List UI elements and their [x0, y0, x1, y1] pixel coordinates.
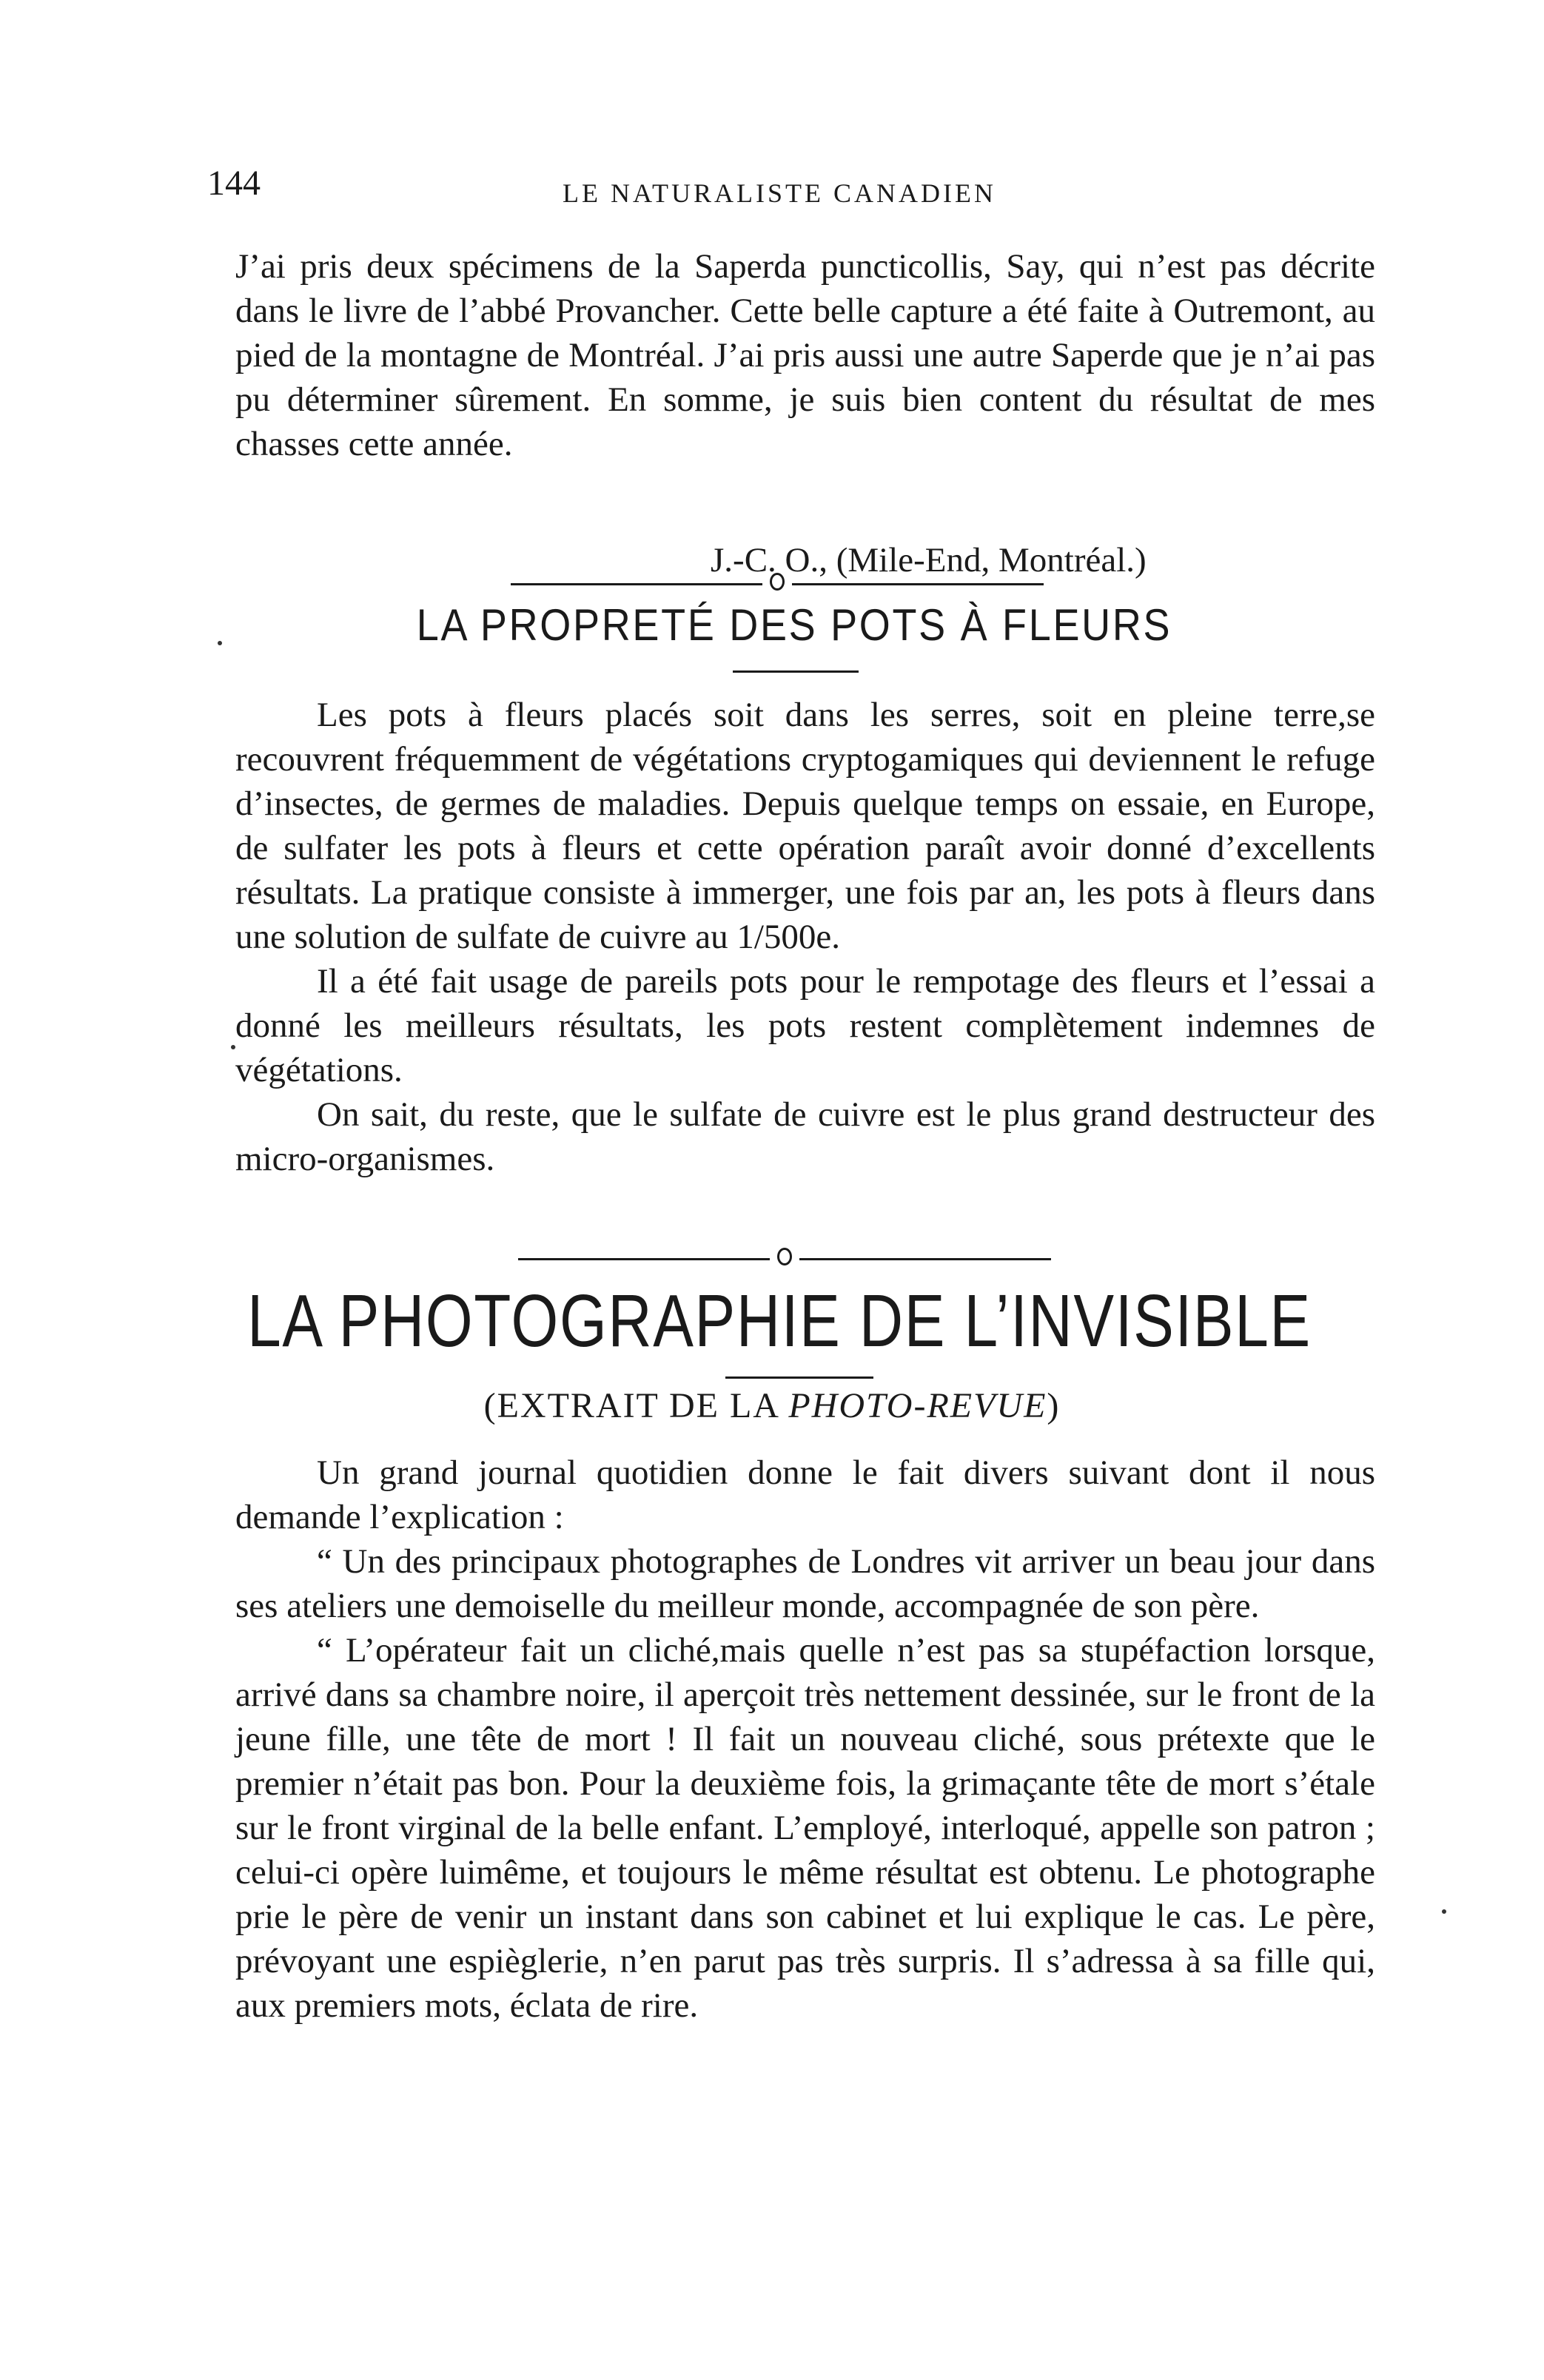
- paragraph: “ L’opérateur fait un cliché,mais quelle n’est pas sa stupéfaction lorsque, arrivé dans sa chambre noire, il aperçoit très nettement dessinée, sur le front de la jeune fille, une tête de mort ! Il fait un nouveau cliché, sous prétexte que le premier n’était pas bon. Pour la deuxième fois, la grimaçante tête de mort s’étale sur le front virginal de la belle enfant. L’employé, interloqué, appelle son patron ; celui-ci opère luimême, et toujours le même résultat est obtenu. Le photographe prie le père de venir un instant dans son cabinet et lui explique le cas. Le père, prévoyant une espièglerie, n’en parut pas très surpris. Il s’adressa à sa fille qui, aux premiers mots, éclata de rire.: [235, 1631, 1375, 2025]
- paragraph: Les pots à fleurs placés soit dans les serres, soit en pleine terre,se recouvrent fréquemment de végétations cryptogamiques qui deviennent le refuge d’insectes, de germes de maladies. Depuis quelque temps on essaie, en Europe, de sulfater les pots à fleurs et cette opération paraît avoir donné d’excellents résultats. La pratique consiste à immerger, une fois par an, les pots à fleurs dans une solution de sulfate de cuivre au 1/500e.: [235, 696, 1375, 956]
- separator-line: [792, 583, 1044, 585]
- separator-ornament: [777, 1248, 792, 1265]
- journal-title: LE NATURALISTE CANADIEN: [563, 178, 996, 208]
- paragraph: Un grand journal quotidien donne le fait divers suivant dont il nous demande l’explication :: [235, 1453, 1375, 1536]
- separator-ornament: [770, 573, 785, 591]
- section-flower-pots-body: [235, 693, 1375, 1181]
- separator-line: [511, 583, 762, 585]
- print-speck: [218, 641, 222, 645]
- section-heading-photography: LA PHOTOGRAPHIE DE L’INVISIBLE: [247, 1280, 1312, 1362]
- subheading-suffix: ): [1047, 1386, 1061, 1425]
- page-number: 144: [207, 164, 261, 203]
- letter-signature: J.-C. O., (Mile-End, Montréal.): [711, 541, 1147, 579]
- section-heading-flower-pots: LA PROPRETÉ DES POTS À FLEURS: [416, 600, 1172, 650]
- separator-line: [799, 1258, 1051, 1260]
- section-photography-body: [235, 1450, 1375, 2028]
- section-separator: [518, 1243, 1051, 1273]
- heading-underline: [725, 1376, 873, 1379]
- paragraph: “ Un des principaux photographes de Londres vit arriver un beau jour dans ses ateliers une demoiselle du meilleur monde, accompagnée de son père.: [235, 1542, 1375, 1625]
- subheading-prefix: (EXTRAIT DE LA: [483, 1386, 789, 1425]
- running-head: [207, 163, 1362, 215]
- paragraph: On sait, du reste, que le sulfate de cuivre est le plus grand destructeur des micro-organismes.: [235, 1095, 1375, 1178]
- print-speck: [231, 1045, 235, 1049]
- print-speck: [1442, 1909, 1446, 1914]
- letter-paragraph: J’ai pris deux spécimens de la Saperda puncticollis, Say, qui n’est pas décrite dans le livre de l’abbé Provancher. Cette belle capture a été faite à Outremont, au pied de la montagne de Montréal. J’ai pris aussi une autre Saperde que je n’ai pas pu déterminer sûrement. En somme, je suis bien content du résultat de mes chasses cette année.: [235, 247, 1375, 463]
- section-subheading: [0, 1385, 1544, 1426]
- subheading-source: PHOTO-REVUE: [788, 1386, 1047, 1425]
- section-separator: [511, 568, 1044, 598]
- paragraph: Il a été fait usage de pareils pots pour le rempotage des fleurs et l’essai a donné les meilleurs résultats, les pots restent complètement indemnes de végétations.: [235, 962, 1375, 1089]
- heading-underline: [733, 670, 859, 673]
- letter-block: [235, 244, 1375, 466]
- separator-line: [518, 1258, 770, 1260]
